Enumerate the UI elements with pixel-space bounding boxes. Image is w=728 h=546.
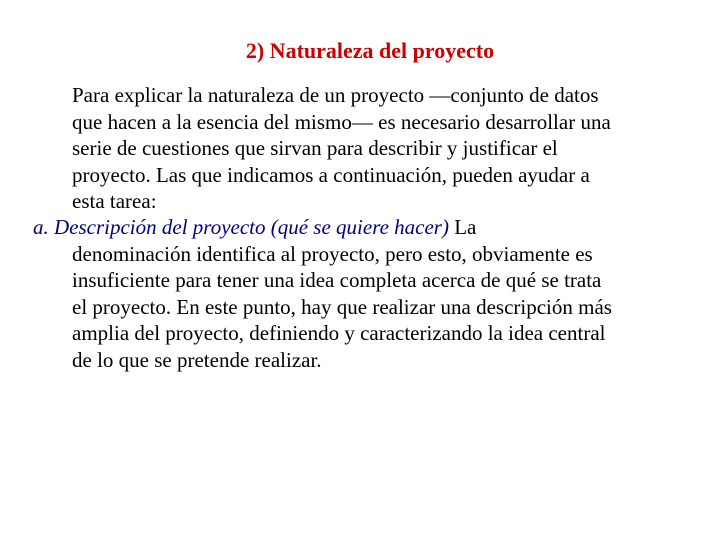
intro-line: serie de cuestiones que sirvan para describir y justificar el — [72, 136, 558, 160]
item-a-paragraph — [33, 214, 612, 373]
intro-line: que hacen a la esencia del mismo— es necesario desarrollar una — [72, 109, 611, 134]
item-a-line: insuficiente para tener una idea completa acerca de qué se trata — [72, 268, 602, 292]
item-a-line: denominación identifica al proyecto, pero esto, obviamente es — [72, 241, 593, 266]
item-a-line: de lo que se pretende realizar. — [72, 347, 322, 372]
intro-line: esta tarea: — [72, 189, 157, 213]
item-a-line: el proyecto. En este punto, hay que realizar una descripción más — [72, 294, 612, 319]
item-a-term: a. Descripción del proyecto (qué se quiere hacer) — [33, 215, 449, 239]
item-a-first-line-text: La — [448, 215, 477, 239]
item-a-first-line — [33, 214, 612, 241]
intro-paragraph — [72, 82, 611, 215]
intro-line: Para explicar la naturaleza de un proyecto —conjunto de datos — [72, 83, 599, 107]
slide-title: 2) Naturaleza del proyecto — [245, 38, 495, 63]
intro-line: proyecto. Las que indicamos a continuación, pueden ayudar a — [72, 162, 590, 187]
item-a-line: amplia del proyecto, definiendo y caracterizando la idea central — [72, 321, 606, 345]
